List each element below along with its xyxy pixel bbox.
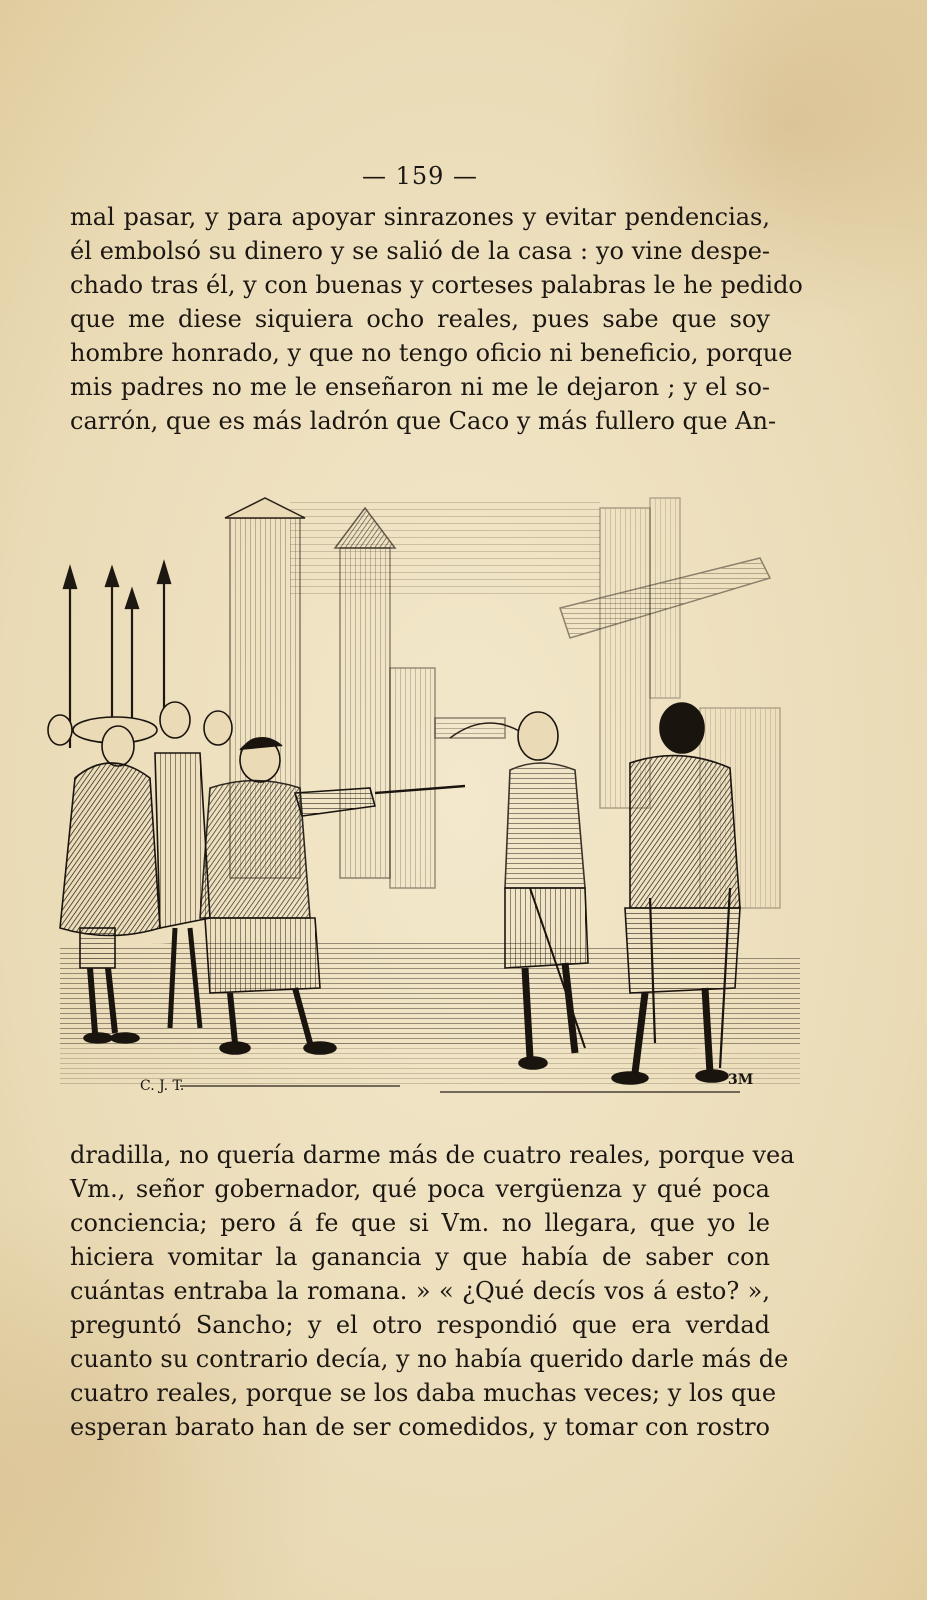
text-line: hombre honrado, y que no tengo oficio ni beneficio, porque xyxy=(70,339,793,367)
top-paragraph xyxy=(70,200,803,438)
engraving-svg xyxy=(40,488,810,1108)
text-line: preguntó Sancho; y el otro respondió que era verdad xyxy=(70,1311,770,1339)
text-line: hiciera vomitar la ganancia y que había de saber con xyxy=(70,1243,770,1271)
text-line: chado tras él, y con buenas y corteses palabras le he pedido xyxy=(70,271,803,299)
text-line: mis padres no me le enseñaron ni me le dejaron ; y el so- xyxy=(70,373,770,401)
text-line: él embolsó su dinero y se salió de la casa : yo vine despe- xyxy=(70,237,770,265)
text-line: mal pasar, y para apoyar sinrazones y evitar pendencias, xyxy=(70,203,770,231)
engraving-illustration xyxy=(40,488,810,1108)
page-number: — 159 — xyxy=(361,162,479,190)
text-line: esperan barato han de ser comedidos, y tomar con rostro xyxy=(70,1413,770,1441)
text-line: cuanto su contrario decía, y no había querido darle más de xyxy=(70,1345,789,1373)
text-line: que me diese siquiera ocho reales, pues sabe que soy xyxy=(70,305,770,333)
text-line: carrón, que es más ladrón que Caco y más fullero que An- xyxy=(70,407,777,435)
engraver-signature-right: 3M xyxy=(728,1072,754,1088)
text-line: cuántas entraba la romana. » « ¿Qué decís vos á esto? », xyxy=(70,1277,770,1305)
text-line: dradilla, no quería darme más de cuatro reales, porque vea xyxy=(70,1141,795,1169)
text-line: cuatro reales, porque se los daba muchas veces; y los que xyxy=(70,1379,777,1407)
engraver-signature-left: C. J. T. xyxy=(140,1078,185,1094)
text-line: conciencia; pero á fe que si Vm. no llegara, que yo le xyxy=(70,1209,770,1237)
bottom-paragraph xyxy=(70,1138,795,1444)
text-line: Vm., señor gobernador, qué poca vergüenza y qué poca xyxy=(70,1175,770,1203)
